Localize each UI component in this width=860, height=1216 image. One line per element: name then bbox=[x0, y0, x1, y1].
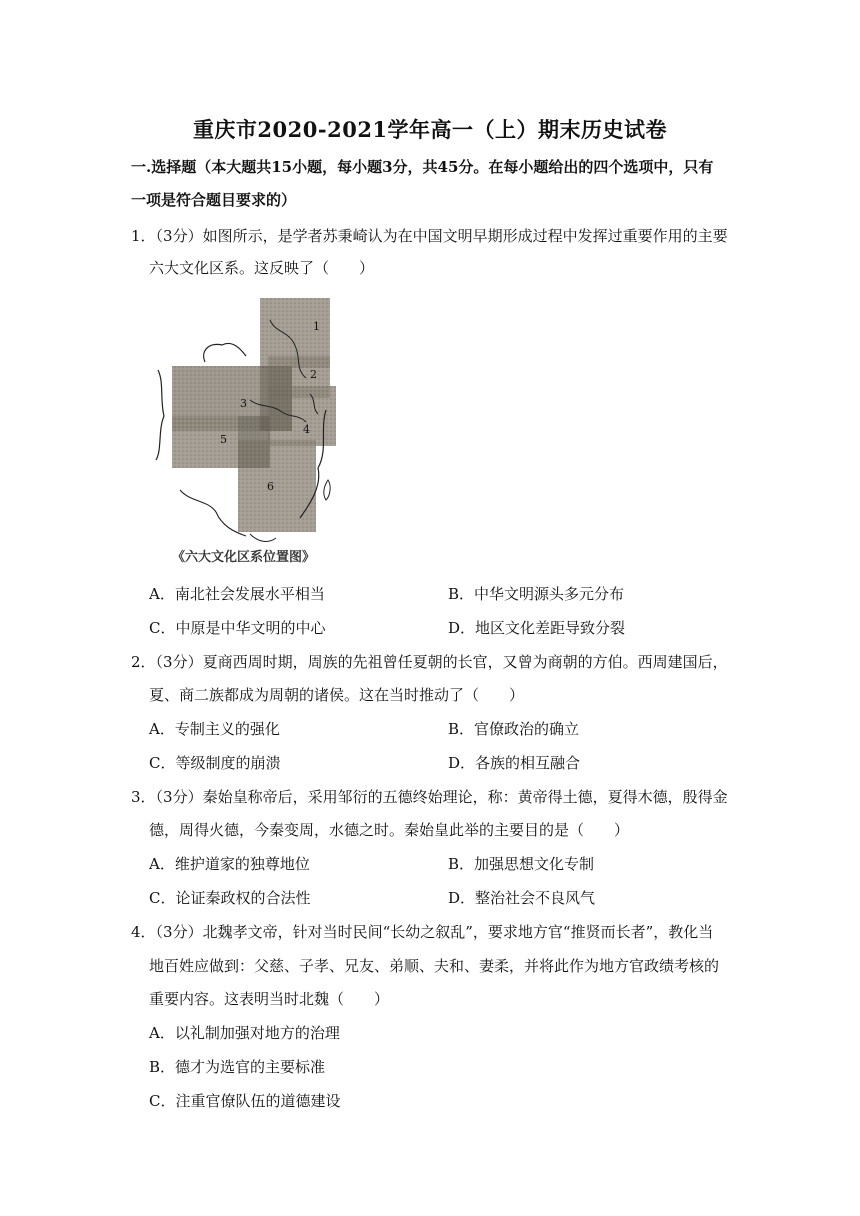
question-3-option-c[interactable]: C．论证秦政权的合法性 bbox=[149, 889, 311, 907]
question-1-option-b[interactable]: B．中华文明源头多元分布 bbox=[448, 585, 625, 603]
question-3-stem-line-2: 德，周得火德，今秦变周，水德之时。秦始皇此举的主要目的是（ ） bbox=[149, 821, 630, 839]
question-4-option-a[interactable]: A．以礼制加强对地方的治理 bbox=[149, 1024, 340, 1042]
map-label-3: 3 bbox=[240, 397, 247, 410]
question-4-stem-line-3: 重要内容。这表明当时北魏（ ） bbox=[149, 990, 390, 1008]
question-2-option-a[interactable]: A．专制主义的强化 bbox=[149, 720, 280, 738]
map-label-4: 4 bbox=[303, 423, 310, 436]
question-4-stem-line-1: 4．（3分）北魏孝文帝，针对当时民间“长幼之叙乱”，要求地方官“推贤而长者”，教化当 bbox=[131, 923, 714, 941]
question-1-option-d[interactable]: D．地区文化差距导致分裂 bbox=[448, 619, 626, 637]
map-label-5: 5 bbox=[220, 433, 227, 446]
question-4-option-b[interactable]: B．德才为选官的主要标准 bbox=[149, 1058, 326, 1076]
question-3-option-d[interactable]: D．整治社会不良风气 bbox=[448, 889, 596, 907]
map-label-6: 6 bbox=[267, 480, 274, 493]
section-heading-line-1: 一.选择题（本大题共15小题，每小题3分，共45分。在每小题给出的四个选项中，只有 bbox=[131, 158, 714, 176]
culture-regions-map bbox=[150, 290, 350, 580]
question-2-option-d[interactable]: D．各族的相互融合 bbox=[448, 754, 581, 772]
question-1-option-c[interactable]: C．中原是中华文明的中心 bbox=[149, 619, 326, 637]
map-label-1: 1 bbox=[313, 320, 320, 333]
question-2-stem-line-1: 2．（3分）夏商西周时期，周族的先祖曾任夏朝的长官，又曾为商朝的方伯。西周建国后， bbox=[131, 653, 728, 671]
question-2-option-b[interactable]: B．官僚政治的确立 bbox=[448, 720, 580, 738]
question-1-option-a[interactable]: A．南北社会发展水平相当 bbox=[149, 585, 325, 603]
question-2-stem-line-2: 夏、商二族都成为周朝的诸侯。这在当时推动了（ ） bbox=[149, 686, 525, 704]
question-4-option-c[interactable]: C．注重官僚队伍的道德建设 bbox=[149, 1092, 341, 1110]
map-caption: 《六大文化区系位置图》 bbox=[172, 550, 316, 565]
map-image bbox=[150, 290, 350, 580]
question-1-stem-line-2: 六大文化区系。这反映了（ ） bbox=[149, 259, 375, 277]
question-1-stem-line-1: 1．（3分）如图所示，是学者苏秉崎认为在中国文明早期形成过程中发挥过重要作用的主要 bbox=[131, 227, 728, 245]
page-title: 重庆市2020-2021学年高一（上）期末历史试卷 bbox=[192, 117, 668, 142]
section-heading-line-2: 一项是符合题目要求的） bbox=[131, 191, 297, 209]
question-2-option-c[interactable]: C．等级制度的崩溃 bbox=[149, 754, 281, 772]
question-4-stem-line-2: 地百姓应做到：父慈、子孝、兄友、弟顺、夫和、妻柔，并将此作为地方官政绩考核的 bbox=[149, 957, 720, 975]
map-label-2: 2 bbox=[310, 368, 317, 381]
question-3-option-a[interactable]: A．维护道家的独尊地位 bbox=[149, 855, 310, 873]
question-3-option-b[interactable]: B．加强思想文化专制 bbox=[448, 855, 595, 873]
question-3-stem-line-1: 3．（3分）秦始皇称帝后，采用邹衍的五德终始理论，称：黄帝得土德，夏得木德，殷得金 bbox=[131, 788, 728, 806]
